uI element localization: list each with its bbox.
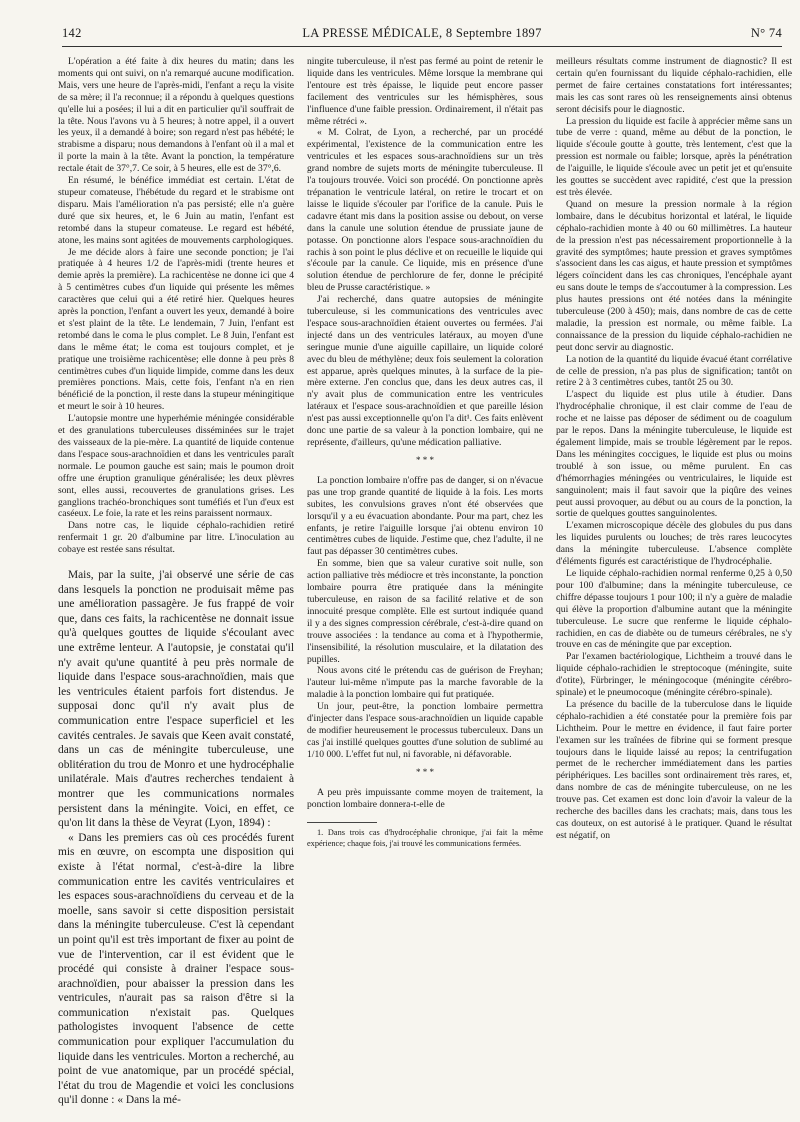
page-header [62, 26, 782, 42]
column-1 [58, 56, 294, 1108]
paragraph: La présence du bacille de la tuberculose dans le liquide céphalo-rachidien a été constatée pour la première fois par Lichtheim. Pour le mettre en évidence, il faut faire porter l'examen sur les traînées de fibrine qui se forment presque toujours dans le liquide laissé au repos; la centrifugation permet de le rechercher immédiatement dans les parties périphériques. Les bacilles sont ordinairement très rares, et, dans nombre de cas de méningite tuberculeuse, on ne les trouve pas. Cet examen est donc loin d'avoir la valeur de la recherche des bacilles dans les crachats; mais, dans tous les cas douteux, on est autorisé à le pratiquer. Quand le résultat est négatif, on [556, 698, 792, 841]
section-separator: * * * [416, 766, 434, 777]
paragraph: La notion de la quantité du liquide évacué étant corrélative de celle de pression, n'a pas plus de signification; tantôt on retire 2 à 3 centimètres cubes, tantôt 25 ou 30. [556, 353, 792, 389]
paragraph: La ponction lombaire n'offre pas de danger, si on n'évacue pas une trop grande quantité de liquide à la fois. Les morts subites, les convulsions graves n'ont été observées que lorsqu'il y a eu évacuation abondante. Pour ma part, chez les enfants, je retire l'aiguille lorsque j'ai obtenu environ 10 centimètres cubes de liquide. J'estime que, chez l'adulte, il ne faut pas dépasser 30 centimètres cubes. [307, 474, 543, 558]
paragraph: En somme, bien que sa valeur curative soit nulle, son action palliative très médiocre et très inconstante, la ponction lombaire pourra être pratiquée dans la méningite tuberculeuse, en raison de sa facilité relative et de son innocuité presque complète. Elle est surtout indiquée quand il y a des signes compression cérébrale, c'est-à-dire quand on trouve associées : la tendance au coma et à l'hypothermie, l'insensibilité, la résolution musculaire, et la dilatation des pupilles. [307, 558, 543, 665]
paragraph: L'opération a été faite à dix heures du matin; dans les moments qui ont suivi, on n'a remarqué aucune modification. Mais, vers une heure de l'après-midi, l'enfant a reçu la visite de sa mère; il l'a reconnue; il a répondu à quelques questions qu'elle lui a posées; il lui a dit en particulier qu'il souffrait de la tête. Nous l'avons vu à 5 heures; à notre appel, il a ouvert les yeux, il a demandé à boire; son regard n'est pas hébété; le strabisme a disparu; nous demandons à l'enfant où il a mal et il porte la main à la tête. Avant la ponction, la température rectale était de 37°,7. Ce soir, à 5 heures, elle est de 37°,6. [58, 56, 294, 175]
paragraph: J'ai recherché, dans quatre autopsies de méningite tuberculeuse, si les communications des ventricules avec l'espace sous-arachnoïdien étaient ouvertes ou fermées. J'ai injecté dans un des ventricules latéraux, au moyen d'une seringue munie d'une aiguille capillaire, un liquide coloré avec du bleu de méthylène; deux fois seulement la coloration est apparue, après quelques minutes, à la surface de la pie-mère externe. J'en conclus que, dans les deux autres cas, il n'y avait plus de communication entre les ventricules latéraux et l'espace sous-arachnoïdien et que pareille lésion n'est pas aussi exceptionnelle qu'on l'a dit¹. Ces faits enlèvent donc une partie de sa valeur à la ponction lombaire, qui ne représente, d'ailleurs, qu'une médication palliative. [307, 294, 543, 448]
section-separator: * * * [416, 454, 434, 465]
paragraph: Un jour, peut-être, la ponction lombaire permettra d'injecter dans l'espace sous-arachnoïdien un liquide capable de modifier heureusement le processus tuberculeux. Dans un cas j'ai instillé quelques gouttes d'une solution de sublimé au 1/10 000. L'effet fut nul, ni favorable, ni défavorable. [307, 701, 543, 760]
paragraph: L'examen microscopique décèle des globules du pus dans les liquides purulents ou louches; de très rares leucocytes dans la méningite tuberculeuse. L'absence complète d'éléments figurés est caractéristique de l'hydrocéphalie. [556, 520, 792, 568]
paragraph: En résumé, le bénéfice immédiat est certain. L'état de stupeur comateuse, l'hébétude du regard et le strabisme ont disparu. Mais l'amélioration n'a pas persisté; elle n'a guère duré que six heures, et, le 6 Juin au matin, l'enfant est retombé dans la stupeur comateuse. Le regard est hébété, atone, les mains sont agitées de mouvements carphologiques. [58, 175, 294, 246]
paragraph: Mais, par la suite, j'ai observé une série de cas dans lesquels la ponction ne produisait même pas une amélioration passagère. Je fus frappé de voir que, dans ces faits, la rachicentèse ne donnait issue qu'à quelques gouttes de liquide s'écoulant avec une extrême lenteur. A l'autopsie, je constatai qu'il n'y avait qu'une quantité à peu près normale de liquide dans l'espace sous-arachnoïdien, mais que les ventricules étaient parfois fort distendus. Je supposai donc qu'il n'y avait plus de communication entre l'espace superficiel et les cavités centrales. Je savais que Keen avait constaté, dans un cas de méningite tuberculeuse, une oblitération du trou de Monro et une hydrocéphalie unilatérale. Mais d'autres recherches tendaient à montrer que les communications normales persistent dans la méningite. Voici, en effet, ce qu'on lit dans la thèse de Veyrat (Lyon, 1894) : [58, 569, 294, 830]
paragraph: « Dans les premiers cas où ces procédés furent mis en œuvre, on escompta une disposition qui existe à l'état normal, c'est-à-dire la libre communication entre les cavités ventriculaires et les espaces sous-arachnoïdiens du cerveau et de la moelle, sans savoir si cette disposition persistait dans la méningite tuberculeuse. C'est là cependant un point qu'il est très important de fixer au point de vue de l'intervention, car il est évident que le procédé qui consiste à drainer l'espace sous-arachnoïdien, pour abaisser la pression dans les ventricules, n'aurait pas sa raison d'être si la communication n'existait pas. Quelques pathologistes invoquent l'absence de cette communication pour expliquer l'accumulation du liquide dans les ventricules. Morton a recherché, au point de vue anatomique, par un procédé spécial, l'état du trou de Magendie et voici les conclusions qu'il donne : « Dans la mé- [58, 831, 294, 1107]
paragraph: La pression du liquide est facile à apprécier même sans un tube de verre : quand, même au début de la ponction, le liquide s'écoule goutte à goutte, très lentement, c'est que la pression est normale ou faible; lorsque, après la pénétration de l'aiguille, le liquide s'écoule avec un petit jet et qu'ensuite les gouttes se succèdent avec rapidité, c'est que la pression est très élevée. [556, 115, 792, 198]
paragraph: Dans notre cas, le liquide céphalo-rachidien retiré renfermait 1 gr. 20 d'albumine par litre. L'inoculation au cobaye est restée sans résultat. [58, 520, 294, 556]
paragraph: Par l'examen bactériologique, Lichtheim a trouvé dans le liquide céphalo-rachidien le streptocoque (méningite, suite d'otite), Fürbringer, le méningocoque (méningite cérébro-spinale) et le pneumocoque (méningite cérébro-spinale). [556, 651, 792, 699]
footnote-rule [307, 822, 377, 823]
column-3 [556, 56, 792, 842]
journal-title: LA PRESSE MÉDICALE, 8 Septembre 1897 [302, 26, 542, 40]
paragraph: Quand on mesure la pression normale à la région lombaire, dans le décubitus horizontal et latéral, le liquide céphalo-rachidien monte à 40 ou 60 millimètres. La hauteur de la pression n'est pas nécessairement proportionnelle à la gravité des symptômes; haute pression et graves symptômes s'associent dans les cas aigus, et haute pression et symptômes légers coïncident dans les cas chroniques, l'encéphale ayant eu sans doute le temps de s'accoutumer à la compression. Les plus hautes pressions ont été notées dans la méningite tuberculeuse (200 à 450); mais, dans nombre de cas de cette maladie, la pression est normale, ou même faible. La connaissance de la pression du liquide céphalo-rachidien ne peut donc servir au diagnostic. [556, 198, 792, 353]
header-rule [62, 46, 782, 47]
paragraph: meilleurs résultats comme instrument de diagnostic? Il est certain qu'en fournissant du liquide céphalo-rachidien, elle permet de faire certaines constatations fort intéressantes; mais les cas sont rares où les renseignements ainsi obtenus seront décisifs pour le diagnostic. [556, 56, 792, 115]
paragraph: Le liquide céphalo-rachidien normal renferme 0,25 à 0,50 pour 100 d'albumine; dans la méningite tuberculeuse, ce chiffre dépasse toujours 1 pour 100; il n'y a guère de maladie qui élève la proportion d'albumine autant que la méningite tuberculeuse. Le sucre que renferme le liquide céphalo-rachidien, en cas de diabète ou de tumeurs cérébrales, ne s'y trouve en cas de méningite que par exception. [556, 567, 792, 651]
footnote: 1. Dans trois cas d'hydrocéphalie chronique, j'ai fait la même expérience; chaque fois, j'ai trouvé les communications fermées. [307, 828, 543, 848]
paragraph: ningite tuberculeuse, il n'est pas fermé au point de retenir le liquide dans les ventricules. Même lorsque la membrane qui l'entoure est très épaisse, le liquide peut encore passer facilement des ventricules sur les hémisphères, sous l'influence d'une faible pression. Ordinairement, il n'était pas même rétréci ». [307, 56, 543, 127]
issue-number: N° 74 [750, 26, 782, 40]
paragraph: L'autopsie montre une hyperhémie méningée considérable et des granulations tuberculeuses disséminées sur le trajet des vaisseaux de la pie-mère. La quantité de liquide contenue dans l'espace sous-arachnoïdien et dans les ventricules paraît normale. Le poumon gauche est sain; mais le poumon droit offre une éruption granulique généralisée; les deux plèvres sont, elles aussi, recouvertes de granulations grises. Les ganglions trachéo-bronchiques sont tuméfiés et l'un d'eux est caséeux. Le foie, la rate et les reins paraissent normaux. [58, 413, 294, 520]
paragraph: Nous avons cité le prétendu cas de guérison de Freyhan; l'auteur lui-même n'impute pas la marche favorable de la maladie à la ponction lombaire qui fut pratiquée. [307, 665, 543, 701]
column-2 [307, 56, 543, 849]
paragraph: « M. Colrat, de Lyon, a recherché, par un procédé expérimental, l'existence de la communication entre les ventricules et les espaces sous-arachnoïdiens sur un très grand nombre de sujets morts de méningite tuberculeuse. Il l'a toujours trouvée. Voici son procédé. On ponctionne après trépanation le ventricule latéral, on retire le trocart et on laisse le liquide s'écouler par l'orifice de la canule. Puis le cadavre étant mis dans la position assise ou debout, on verse dans la canule une solution étendue de prussiate jaune de potasse. On ponctionne alors l'espace sous-arachnoïdien du rachis à son point le plus déclive et on recueille le liquide qui s'écoule par la canule. Ce liquide, mis en présence d'une solution étendue de perchlorure de fer, donne le précipité bleu de Prusse caractéristique. » [307, 127, 543, 294]
paragraph: A peu près impuissante comme moyen de traitement, la ponction lombaire donnera-t-elle de [307, 786, 543, 810]
page-number: 142 [62, 26, 82, 40]
paragraph: Je me décide alors à faire une seconde ponction; je l'ai pratiquée à 4 heures 1/2 de l'après-midi (trente heures et demie après la première). La rachicentèse ne donne ici que 4 à 5 centimètres cubes d'un liquide qui présente les mêmes caractères que celui qui a été retiré hier. Quelques heures après la ponction, l'enfant a ouvert les yeux, demandé à boire et s'est plaint de la tête. Le lendemain, 7 Juin, l'enfant est retombé dans le coma le plus complet. Le 8 Juin, l'enfant est dans le même état; le coma est toujours complet, et je pratique une troisième rachicentèse; elle donne à peu près 8 centimètres cubes d'un liquide limpide, comme dans les deux premières ponctions. Mais, cette fois, l'enfant n'a en rien bénéficié de la ponction, il reste dans la stupeur méningitique et meurt le soir à 10 heures. [58, 246, 294, 413]
spacer [58, 556, 294, 568]
paragraph: L'aspect du liquide est plus utile à étudier. Dans l'hydrocéphalie chronique, il est clair comme de l'eau de roche et ne laisse pas déposer de sédiment ou de coagulum par le repos. Dans la méningite tuberculeuse, le liquide est également limpide, mais se trouble légèrement par le repos. Dans les méningites coccigues, le liquide est plus ou moins troublé à son issue, ou même purulent. En cas d'hémorrhagies méningées ou ventriculaires, le liquide est sanguinolent; mais il faut savoir que la piqûre des veines peut aussi provoquer, au début ou au cours de la ponction, la sortie de quelques gouttes sanguinolentes. [556, 389, 792, 520]
